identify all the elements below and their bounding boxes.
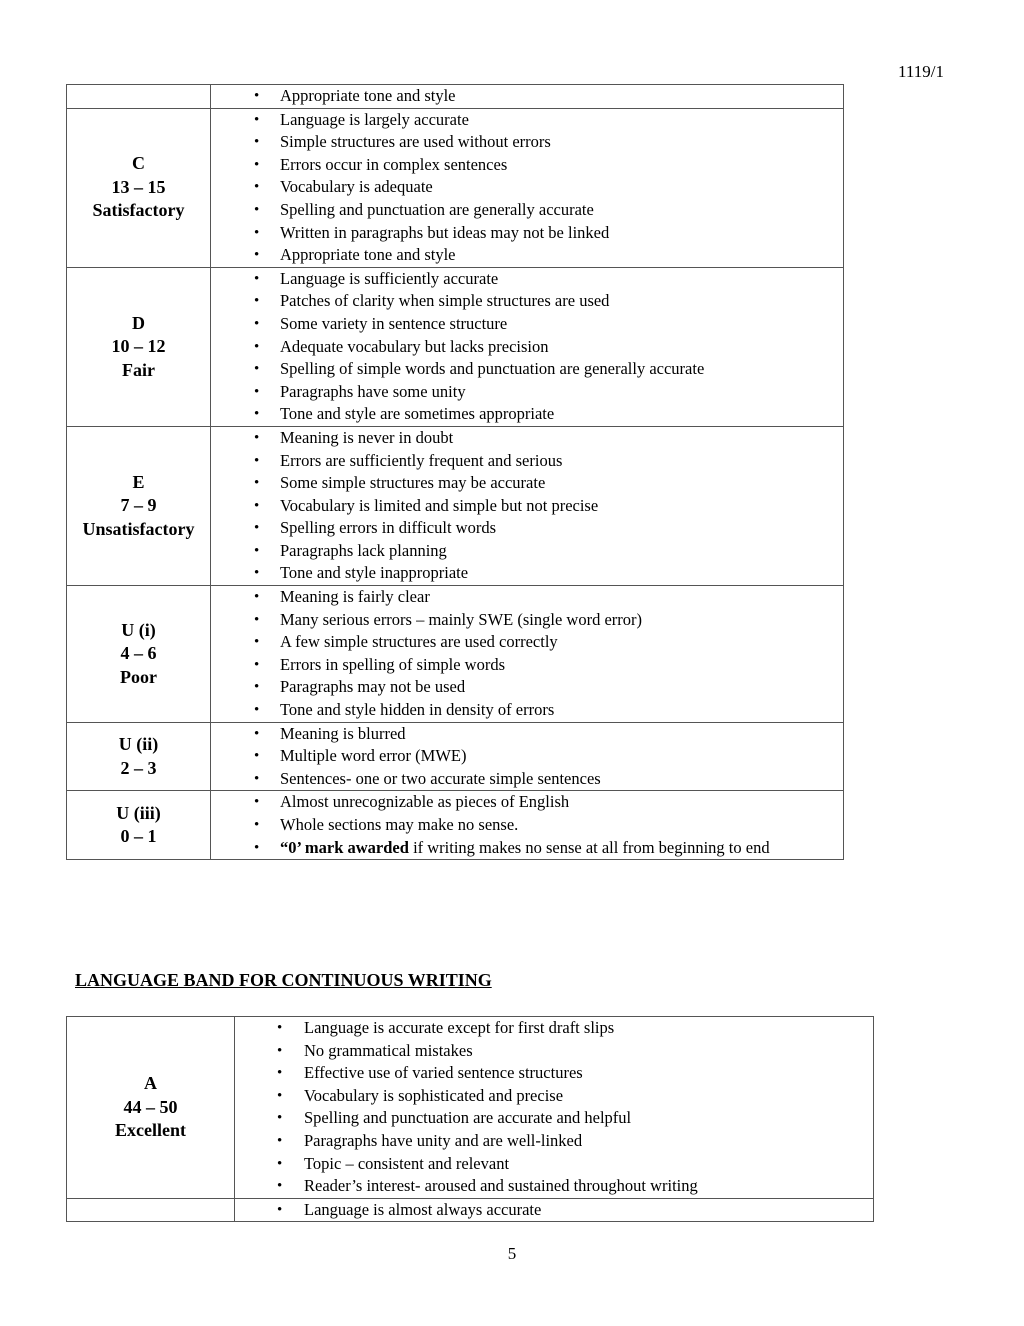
list-item: • Patches of clarity when simple structures are used: [211, 290, 843, 313]
list-item: • Paragraphs lack planning: [211, 540, 843, 563]
list-item: • Vocabulary is sophisticated and precise: [235, 1085, 873, 1108]
section-heading: LANGUAGE BAND FOR CONTINUOUS WRITING: [75, 970, 492, 990]
list-item: • Errors in spelling of simple words: [211, 654, 843, 677]
grade-range: 10 – 12: [111, 336, 166, 357]
list-item: • Topic – consistent and relevant: [235, 1153, 873, 1176]
grade-range: 44 – 50: [123, 1096, 178, 1117]
list-item: • Tone and style hidden in density of errors: [211, 699, 843, 722]
criteria-cell: [235, 1017, 874, 1199]
list-item: • Many serious errors – mainly SWE (single word error): [211, 609, 843, 632]
grade-letter: A: [144, 1073, 157, 1094]
list-item: • No grammatical mistakes: [235, 1040, 873, 1063]
list-item: • Effective use of varied sentence structures: [235, 1062, 873, 1085]
list-item: • Errors are sufficiently frequent and serious: [211, 450, 843, 473]
grade-cell: [67, 1017, 235, 1199]
list-item: • Appropriate tone and style: [211, 85, 843, 108]
list-item: • Paragraphs have unity and are well-linked: [235, 1130, 873, 1153]
list-item: • Meaning is never in doubt: [211, 427, 843, 450]
grade-cell: [67, 426, 211, 585]
grade-cell: [67, 108, 211, 267]
grade-cell: [67, 722, 211, 791]
list-item: • Multiple word error (MWE): [211, 745, 843, 768]
grade-letter: D: [132, 312, 145, 333]
grade-cell: [67, 586, 211, 723]
list-item: • Tone and style inappropriate: [211, 562, 843, 585]
list-item: • Spelling and punctuation are generally accurate: [211, 199, 843, 222]
grade-label: Unsatisfactory: [82, 518, 195, 539]
list-item: • Spelling of simple words and punctuation are generally accurate: [211, 358, 843, 381]
grade-label: Fair: [122, 359, 155, 380]
grade-cell: [67, 1198, 235, 1222]
language-band-table-1: [66, 84, 844, 860]
zero-mark-emphasis: “0’ mark awarded: [280, 837, 409, 857]
list-item: • Some simple structures may be accurate: [211, 472, 843, 495]
grade-label: Excellent: [115, 1120, 186, 1141]
list-item: • Written in paragraphs but ideas may not be linked: [211, 222, 843, 245]
table-row: [67, 586, 844, 723]
list-item: • Reader’s interest- aroused and sustained throughout writing: [235, 1175, 873, 1198]
table-row: [67, 108, 844, 267]
list-item: • Spelling errors in difficult words: [211, 517, 843, 540]
criteria-cell: [211, 586, 844, 723]
criteria-cell: [235, 1198, 874, 1222]
grade-range: 4 – 6: [120, 643, 157, 664]
table-row: [67, 426, 844, 585]
list-item: • Almost unrecognizable as pieces of English: [211, 791, 843, 814]
list-item: • Appropriate tone and style: [211, 244, 843, 267]
grade-range: 13 – 15: [111, 176, 166, 197]
list-item: • Vocabulary is adequate: [211, 176, 843, 199]
criteria-cell: [211, 108, 844, 267]
grade-letter: C: [132, 153, 145, 174]
list-item: • Language is largely accurate: [211, 109, 843, 132]
grade-range: 2 – 3: [120, 757, 157, 778]
list-item: • Sentences- one or two accurate simple sentences: [211, 768, 843, 791]
list-item: • Errors occur in complex sentences: [211, 154, 843, 177]
list-item: • Adequate vocabulary but lacks precision: [211, 336, 843, 359]
criteria-cell: [211, 426, 844, 585]
list-item: • Language is almost always accurate: [235, 1199, 873, 1222]
grade-range: 0 – 1: [120, 826, 157, 847]
grade-cell: [67, 791, 211, 860]
list-item: • Meaning is blurred: [211, 723, 843, 746]
list-item: • A few simple structures are used correctly: [211, 631, 843, 654]
list-item: • Meaning is fairly clear: [211, 586, 843, 609]
list-item: • Whole sections may make no sense.: [211, 814, 843, 837]
list-item: • Simple structures are used without errors: [211, 131, 843, 154]
document-code: 1119/1: [898, 62, 944, 81]
zero-mark-rest: if writing makes no sense at all from beginning to end: [408, 837, 770, 857]
criteria-cell: [211, 722, 844, 791]
grade-letter: E: [132, 471, 145, 492]
grade-label: Satisfactory: [92, 200, 185, 221]
grade-range: 7 – 9: [120, 495, 157, 516]
list-item: [211, 837, 843, 860]
list-item: • Tone and style are sometimes appropriate: [211, 403, 843, 426]
grade-letter: U (ii): [118, 734, 159, 755]
table-row: [67, 1017, 874, 1199]
grade-cell: [67, 85, 211, 109]
language-band-table-2: [66, 1016, 874, 1222]
list-item: • Vocabulary is limited and simple but not precise: [211, 495, 843, 518]
list-item: • Paragraphs may not be used: [211, 676, 843, 699]
list-item: • Spelling and punctuation are accurate and helpful: [235, 1107, 873, 1130]
table-row: [67, 722, 844, 791]
page-number: 5: [507, 1244, 517, 1263]
table-row: [67, 791, 844, 860]
grade-letter: U (iii): [116, 802, 161, 823]
table-row: [67, 85, 844, 109]
grade-label: Poor: [120, 666, 157, 687]
table-row: [67, 1198, 874, 1222]
grade-cell: [67, 267, 211, 426]
list-item: • Paragraphs have some unity: [211, 381, 843, 404]
criteria-cell: [211, 791, 844, 860]
grade-letter: U (i): [121, 619, 156, 640]
list-item: • Some variety in sentence structure: [211, 313, 843, 336]
table-row: [67, 267, 844, 426]
list-item: • Language is sufficiently accurate: [211, 268, 843, 291]
criteria-cell: [211, 267, 844, 426]
criteria-cell: [211, 85, 844, 109]
list-item: • Language is accurate except for first draft slips: [235, 1017, 873, 1040]
